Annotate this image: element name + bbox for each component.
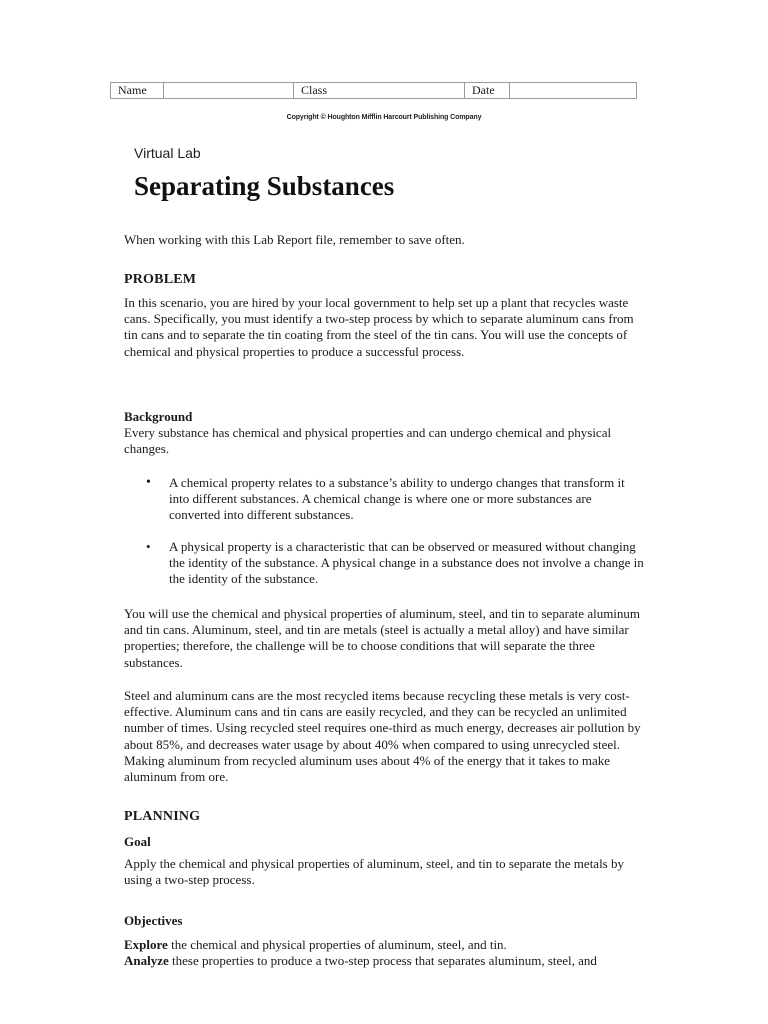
page-title: Separating Substances	[134, 171, 395, 201]
properties-list	[124, 475, 644, 587]
objective-verb: Analyze	[124, 953, 169, 968]
objective-item	[124, 953, 644, 969]
goal-text: Apply the chemical and physical properties of aluminum, steel, and tin to separate the metals by using a two-step process.	[124, 856, 624, 888]
problem-heading: PROBLEM	[124, 272, 197, 287]
virtual-lab-label: Virtual Lab	[134, 145, 201, 161]
student-info-table	[110, 82, 637, 99]
objectives-heading: Objectives	[124, 913, 183, 928]
name-field[interactable]	[164, 83, 294, 98]
bullet-icon: •	[146, 475, 151, 490]
background-paragraph-1: You will use the chemical and physical properties of aluminum, steel, and tin to separate aluminum and tin cans. Aluminum, steel, and tin are metals (steel is actually a metal alloy) and have similar properties; therefore, the challenge will be to choose conditions that will separate the three substances.	[124, 606, 641, 670]
background-heading: Background	[124, 409, 193, 424]
list-item-text: A physical property is a characteristic that can be observed or measured without changing the identity of the substance. A physical change in a substance does not involve a change in the identity of the substance.	[169, 538, 644, 587]
name-label: Name	[111, 83, 164, 98]
background-paragraph-2: Steel and aluminum cans are the most recycled items because recycling these metals is very cost-effective. Aluminum cans and tin cans are easily recycled, and they can be recycled an unlimited number of times. Using recycled steel requires one-third as much energy, decreases air pollution by about 85%, and decreases water usage by about 40% when compared to using unrecycled steel. Making aluminum from recycled aluminum uses about 4% of the energy that it takes to make aluminum from ore.	[124, 688, 641, 785]
bullet-icon: •	[146, 538, 151, 554]
list-item-text: A chemical property relates to a substance’s ability to undergo changes that transform it into different substances. A chemical change is where one or more substances are converted into different substances.	[169, 475, 625, 523]
list-item	[124, 475, 644, 524]
goal-heading: Goal	[124, 834, 151, 849]
problem-text: In this scenario, you are hired by your local government to help set up a plant that recycles waste cans. Specifically, you must identify a two-step process by which to separate aluminum cans from tin cans and to separate the tin coating from the steel of the tin cans. You will use the concepts of chemical and physical properties to produce a successful process.	[124, 295, 634, 359]
objective-text: the chemical and physical properties of aluminum, steel, and tin.	[167, 937, 507, 952]
planning-heading: PLANNING	[124, 809, 201, 824]
objective-item	[124, 937, 644, 953]
date-label: Date	[465, 83, 510, 98]
date-field[interactable]	[510, 83, 636, 98]
copyright-notice: Copyright © Houghton Mifflin Harcourt Publishing Company	[286, 114, 482, 121]
class-label: Class	[294, 83, 465, 98]
objective-verb: Explore	[124, 937, 168, 952]
intro-text: When working with this Lab Report file, remember to save often.	[124, 232, 465, 247]
objective-text: these properties to produce a two-step process that separates aluminum, steel, and	[168, 953, 597, 968]
list-item	[124, 539, 644, 588]
background-text: Every substance has chemical and physical properties and can undergo chemical and physical changes.	[124, 425, 612, 457]
